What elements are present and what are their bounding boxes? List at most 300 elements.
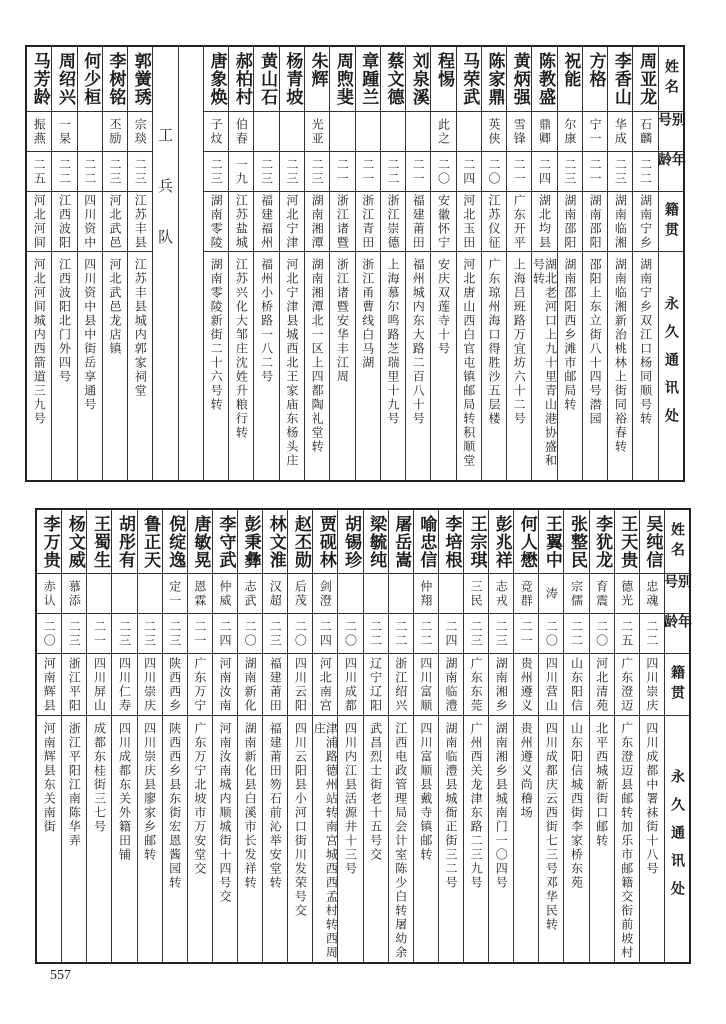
person-column [187,510,212,962]
person-address: 四川崇庆县廖家乡邮转 [142,722,157,862]
person-address: 上海慕尔鸣路芝瑞里十九号 [385,258,400,426]
person-address: 江苏丰县城内郭家祠堂 [133,258,148,398]
person-age: 二二 [389,614,413,654]
person-column [438,510,463,962]
person-native: 浙江绍兴 [389,654,413,716]
blank-column [178,47,203,480]
person-name: 郝柏村 [229,47,253,112]
person-address: 湖南临湘新治桃林上街同裕春转 [613,258,628,454]
person-column [538,510,563,962]
person-age: 二三 [305,152,329,192]
person-address: 湖南临澧县城衙正街三二号 [443,722,458,890]
header-name: 姓名 [659,47,683,112]
person-alias: 三民 [464,574,488,614]
person-alias: 宗琰 [128,112,152,152]
person-address: 山东阳信城西街李家桥东苑 [569,722,584,890]
person-native: 四川成都 [338,654,362,716]
header-alias: 别号 [659,112,683,152]
person-name: 杨文威 [62,510,86,574]
person-column [632,47,657,480]
person-native: 四川仁寿 [112,654,136,716]
person-native: 湖南零陵 [204,192,228,252]
person-alias: 忠魂 [640,574,664,614]
person-alias: 赤认 [37,574,61,614]
person-name: 陈家鼎 [482,47,506,112]
person-name: 章踵兰 [356,47,380,112]
person-native: 河北河间 [27,192,51,252]
person-alias [78,112,102,152]
person-alias: 宁一 [583,112,607,152]
person-name: 祝能 [558,47,582,112]
person-address: 上海吕班路万宜坊六十二号 [512,258,527,426]
person-native: 辽宁辽阳 [364,654,388,716]
person-age: 二三 [263,614,287,654]
person-name: 梁毓纯 [364,510,388,574]
person-age: 二三 [204,152,228,192]
person-address: 福州小桥路一八二号 [259,258,274,384]
person-native: 贵州遵义 [514,654,538,716]
person-address: 陕西西乡县东街宏恩酱园转 [167,722,182,890]
person-native: 湖南湘潭 [305,192,329,252]
person-name: 王天贵 [615,510,639,574]
person-native: 湖北均县 [532,192,556,252]
person-column [413,510,438,962]
person-native: 湖南湘乡 [489,654,513,716]
person-name: 李万贵 [37,510,61,574]
person-age: 二三 [62,614,86,654]
person-age: 二二 [633,152,657,192]
person-name: 周煦斐 [330,47,354,112]
person-name: 刘泉溪 [406,47,430,112]
person-age: 二四 [213,614,237,654]
person-address: 浙江诸暨安华丰江周 [335,258,350,384]
person-name: 黄炳强 [507,47,531,112]
person-native: 福建福州 [254,192,278,252]
person-column [363,510,388,962]
person-alias: 雪锋 [507,112,531,152]
person-address: 江苏兴化大邹庄沈姓升粮行转 [234,258,249,440]
person-alias: 剑澄 [313,574,337,614]
header-name: 姓名 [665,510,689,574]
person-native: 河北宁津 [280,192,304,252]
person-alias: 志武 [238,574,262,614]
person-native: 湖南邵阳 [558,192,582,252]
person-alias [356,112,380,152]
person-column [253,47,278,480]
person-name: 方格 [583,47,607,112]
person-age: 二一 [188,614,212,654]
person-name: 何少桓 [78,47,102,112]
person-name: 王蜀生 [87,510,111,574]
person-name: 林文淮 [263,510,287,574]
person-age: 二〇 [338,614,362,654]
person-address: 四川成都中署袜街十八号 [644,722,659,876]
person-alias: 仲翔 [414,574,438,614]
person-alias [338,574,362,614]
person-address: 河北河间城内西箭道三九号 [32,258,47,426]
person-address: 武昌烈士街老十五号交 [368,722,383,862]
person-address: 湖南湘潭北一区上四都陶礼堂转 [310,258,325,454]
person-age: 二一 [583,152,607,192]
person-alias [406,112,430,152]
person-alias: 石麟 [633,112,657,152]
person-native: 湖南临湘 [608,192,632,252]
person-alias [330,112,354,152]
person-name: 贾砚林 [313,510,337,574]
header-age: 年龄 [665,614,689,654]
person-address: 津浦路德州站转南宫城西西孟村转西周庄 [312,722,339,960]
person-age: 二三 [112,614,136,654]
person-address: 四川富顺县戴寺镇邮转 [418,722,433,862]
person-column [582,47,607,480]
person-native: 四川资中 [78,192,102,252]
person-name: 黄山石 [254,47,278,112]
person-column [203,47,228,480]
person-address: 江西电政管理局会计室陈少白转屠幼余 [393,722,408,960]
person-column [127,47,152,480]
person-native: 福建莆田 [263,654,287,716]
header-alias: 别号 [665,574,689,614]
person-age: 一九 [229,152,253,192]
person-alias [389,574,413,614]
person-name: 周绍兴 [52,47,76,112]
person-address: 河南汝南城内顺城街十四号交 [217,722,232,904]
person-column [111,510,136,962]
person-column [304,47,329,480]
roster-table-bottom [35,508,691,964]
person-address: 江西波阳北门外四号 [57,258,72,384]
person-native: 浙江平阳 [62,654,86,716]
person-name: 王翼中 [539,510,563,574]
person-column [77,47,102,480]
person-alias [280,112,304,152]
person-name: 蔡文德 [381,47,405,112]
person-alias: 伯春 [229,112,253,152]
person-address: 四川成都庆云西街七三号邓华民转 [544,722,559,932]
person-alias: 此之 [431,112,455,152]
person-age: 二一 [507,152,531,192]
person-address: 河北宁津县城西北王家庙东杨头庄 [284,258,299,468]
person-address: 邵阳上东立街八十四号潜园 [588,258,603,426]
person-column [27,47,51,480]
header-address: 永久通讯处 [668,769,685,909]
person-address: 广东万宁北坡市万安堂交 [192,722,207,876]
person-column [405,47,430,480]
person-address: 湖北老河口上九十里青山港协盛和号转 [531,258,558,468]
person-age: 二〇 [238,614,262,654]
person-age: 二四 [439,614,463,654]
person-address: 四川云阳县小河口街川发荣号交 [293,722,308,918]
person-age: 二五 [615,614,639,654]
person-address: 四川内江县活源井十三号 [343,722,358,876]
header-native: 籍贯 [665,654,689,716]
person-column [380,47,405,480]
section-column [152,47,177,480]
person-age: 二一 [406,152,430,192]
person-name: 杨青坡 [280,47,304,112]
person-age: 二二 [640,614,664,654]
person-age: 二〇 [590,614,614,654]
person-age: 二〇 [37,614,61,654]
person-address: 成都东桂街三七号 [92,722,107,834]
person-name: 王宗琪 [464,510,488,574]
person-age: 二〇 [431,152,455,192]
person-native: 四川崇庆 [640,654,664,716]
person-native: 江苏仪征 [482,192,506,252]
person-age: 二〇 [288,614,312,654]
person-alias: 汉超 [263,574,287,614]
person-age: 二〇 [482,152,506,192]
person-column [388,510,413,962]
header-native: 籍贯 [659,192,683,252]
person-column [355,47,380,480]
person-alias: 宗儒 [564,574,588,614]
person-name: 喻忠信 [414,510,438,574]
person-age: 二一 [87,614,111,654]
person-address: 浙江平阳江南陈华弄 [67,722,82,848]
person-age: 二三 [608,152,632,192]
person-name: 朱辉 [305,47,329,112]
person-native: 江苏丰县 [128,192,152,252]
person-address: 湖南湘乡县城南门一〇四号 [494,722,509,890]
roster-table-top [25,45,685,482]
person-native: 河北武邑 [103,192,127,252]
person-age: 二二 [381,152,405,192]
person-name: 胡锡珍 [338,510,362,574]
person-alias: 仲威 [213,574,237,614]
person-column [37,510,61,962]
person-name: 唐敏晃 [188,510,212,574]
person-native: 广东东莞 [464,654,488,716]
person-column [287,510,312,962]
person-address: 湖南宁乡双江口杨同顺号转 [638,258,653,426]
person-column [563,510,588,962]
person-alias: 华成 [608,112,632,152]
person-column [212,510,237,962]
person-alias [112,574,136,614]
person-native: 河南汝南 [213,654,237,716]
person-column [162,510,187,962]
person-native: 安徽怀宁 [431,192,455,252]
person-column [329,47,354,480]
person-name: 李培根 [439,510,463,574]
person-native: 湖南临澧 [439,654,463,716]
person-column [228,47,253,480]
person-age: 二二 [52,152,76,192]
person-age: 二二 [564,614,588,654]
person-alias [439,574,463,614]
person-column [456,47,481,480]
person-name: 李香山 [608,47,632,112]
person-name: 赵丕勋 [288,510,312,574]
person-alias: 涛 [539,574,563,614]
person-address: 湖南零陵新街二十六号转 [209,258,224,412]
person-age: 二二 [414,614,438,654]
person-age: 二三 [138,614,162,654]
person-column [607,47,632,480]
person-name: 马芳龄 [27,47,51,112]
person-native: 四川崇庆 [138,654,162,716]
person-alias [381,112,405,152]
person-name: 屠岳嵩 [389,510,413,574]
person-address: 广东琼州海口得胜沙五层楼 [487,258,502,426]
person-native: 浙江诸暨 [330,192,354,252]
person-address: 福建莆田笏石前沁举安堂转 [268,722,283,890]
person-age: 二一 [330,152,354,192]
person-age: 二一 [514,614,538,654]
person-name: 彭秉彝 [238,510,262,574]
person-age: 二三 [103,152,127,192]
person-age: 二四 [457,152,481,192]
section-label: 工兵队 [156,127,175,280]
person-address: 广东澄迈县邮转加乐市邮籍交衔前坡村 [619,722,634,960]
person-alias: 丕励 [103,112,127,152]
person-age: 二二 [364,614,388,654]
person-age: 二三 [254,152,278,192]
person-native: 江西波阳 [52,192,76,252]
person-column [86,510,111,962]
person-native: 广东澄迈 [615,654,639,716]
header-address: 永久通讯处 [662,296,679,436]
person-address: 贵州遵义尚稽场 [519,722,534,820]
header-column [655,47,686,480]
person-native: 山东阳信 [564,654,588,716]
person-column [531,47,556,480]
person-column [488,510,513,962]
person-name: 程惕 [431,47,455,112]
person-column [337,510,362,962]
person-address: 北平西城新街口邮转 [594,722,609,848]
person-column [279,47,304,480]
person-native: 湖南宁乡 [633,192,657,252]
person-name: 李犹龙 [590,510,614,574]
person-alias: 后茂 [288,574,312,614]
person-age: 二三 [163,614,187,654]
person-age: 二二 [78,152,102,192]
person-alias: 恩霖 [188,574,212,614]
person-column [430,47,455,480]
person-native: 四川屏山 [87,654,111,716]
person-native: 四川营山 [539,654,563,716]
person-alias: 尔康 [558,112,582,152]
person-native: 福建莆田 [406,192,430,252]
person-column [557,47,582,480]
person-name: 周亚龙 [633,47,657,112]
person-name: 倪绽逸 [163,510,187,574]
person-age: 二三 [558,152,582,192]
person-column [481,47,506,480]
person-alias: 一杲 [52,112,76,152]
person-name: 胡彤有 [112,510,136,574]
person-alias [87,574,111,614]
person-address: 湖南邵阳西乡滩市邮局转 [562,258,577,412]
person-native: 河南辉县 [37,654,61,716]
person-native: 江苏盐城 [229,192,253,252]
person-column [237,510,262,962]
person-alias [364,574,388,614]
person-alias: 育震 [590,574,614,614]
person-age: 二三 [489,614,513,654]
person-column [463,510,488,962]
person-age: 二三 [128,152,152,192]
person-alias [138,574,162,614]
person-address: 河南辉县东关南街 [42,722,57,834]
person-address: 河北唐山西白官屯镇邮局转积顺堂 [461,258,476,468]
person-address: 河北武邑龙店镇 [108,258,123,356]
page-number: 557 [50,968,71,983]
person-name: 鲁正天 [138,510,162,574]
person-name: 张整民 [564,510,588,574]
person-column [262,510,287,962]
person-column [137,510,162,962]
person-name: 李守武 [213,510,237,574]
person-native: 湖南新化 [238,654,262,716]
person-native: 四川富顺 [414,654,438,716]
person-native: 河北南宫 [313,654,337,716]
person-name: 唐象焕 [204,47,228,112]
person-native: 河北玉田 [457,192,481,252]
person-alias [457,112,481,152]
person-address: 浙江甬曹线白马湖 [360,258,375,370]
person-native: 湖南邵阳 [583,192,607,252]
person-name: 吴纯信 [640,510,664,574]
person-name: 马荣武 [457,47,481,112]
person-column [61,510,86,962]
person-alias: 振燕 [27,112,51,152]
person-column [589,510,614,962]
person-column [506,47,531,480]
person-alias: 竞群 [514,574,538,614]
person-address: 安庆双莲寺十号 [436,258,451,356]
person-column [102,47,127,480]
person-native: 河北清苑 [590,654,614,716]
person-age: 二一 [356,152,380,192]
person-address: 四川成都东关外籍田铺 [117,722,132,862]
person-name: 李树铭 [103,47,127,112]
person-native: 浙江青田 [356,192,380,252]
person-alias: 德光 [615,574,639,614]
person-native: 广东开平 [507,192,531,252]
person-column [639,510,664,962]
person-alias: 鼎卿 [532,112,556,152]
person-alias: 子炆 [204,112,228,152]
person-name: 陈教盛 [532,47,556,112]
person-name: 何人懋 [514,510,538,574]
person-age: 二三 [280,152,304,192]
person-column [513,510,538,962]
person-column [312,510,337,962]
person-alias: 慕添 [62,574,86,614]
person-address: 广州西关龙津东路二三九号 [469,722,484,890]
header-age: 年龄 [659,152,683,192]
person-native: 浙江崇德 [381,192,405,252]
person-native: 陕西西乡 [163,654,187,716]
person-address: 福州城内东大路二百八十号 [411,258,426,426]
person-native: 广东万宁 [188,654,212,716]
person-alias [254,112,278,152]
person-age: 二四 [532,152,556,192]
person-alias: 定一 [163,574,187,614]
person-column [614,510,639,962]
person-name: 彭兆祥 [489,510,513,574]
person-age: 二五 [27,152,51,192]
person-age: 二四 [313,614,337,654]
header-column [661,510,692,962]
person-address: 湖南新化县白溪市长发祥转 [243,722,258,890]
person-address: 四川资中县中街岳享通号 [82,258,97,412]
person-alias: 光亚 [305,112,329,152]
person-age: 二三 [464,614,488,654]
